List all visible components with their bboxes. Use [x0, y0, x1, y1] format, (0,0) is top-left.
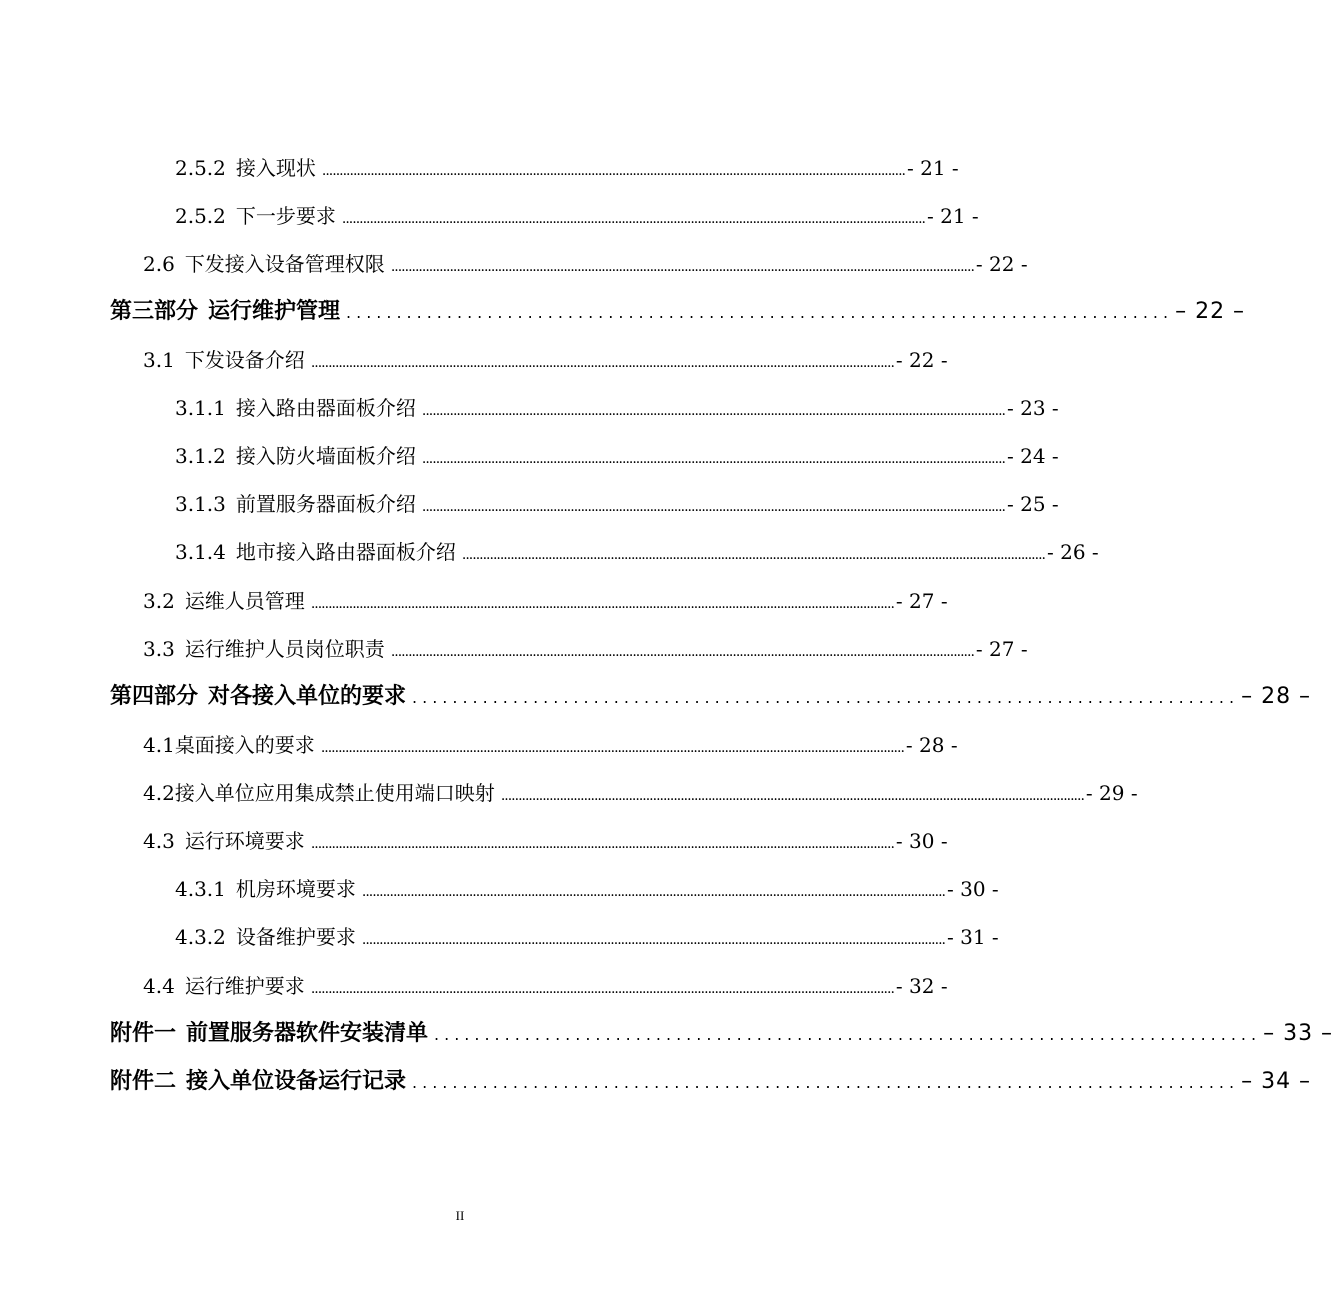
toc-entry-number: 2.6 — [143, 252, 175, 276]
toc-entry-number: 4.3 — [143, 829, 175, 853]
toc-entry[interactable] — [175, 442, 1059, 470]
toc-entry-number: 4.3.2 — [175, 925, 226, 949]
toc-entry-page: - 21 - — [926, 204, 979, 228]
toc-entry[interactable] — [175, 923, 999, 951]
toc-entry-page: - 31 - — [946, 925, 999, 949]
toc-entry-page: - 30 - — [946, 877, 999, 901]
toc-entry-page: - 28 - — [905, 733, 958, 757]
toc-entry-title: 接入单位应用集成禁止使用端口映射 — [174, 781, 495, 805]
toc-entry[interactable] — [175, 202, 979, 230]
toc-entry[interactable] — [175, 154, 959, 182]
toc-entry-page: – 33 – — [1263, 1021, 1333, 1046]
page-number: II — [455, 1208, 465, 1223]
toc-leader-dots: ......................................................................................................................................................................... — [361, 932, 945, 948]
toc-entry[interactable] — [175, 394, 1059, 422]
toc-entry[interactable] — [175, 490, 1059, 518]
toc-entry-page: - 22 - — [975, 252, 1028, 276]
toc-entry-page: - 24 - — [1006, 444, 1059, 468]
toc-entry-page: – 34 – — [1241, 1069, 1312, 1094]
toc-entry-number: 2.5.2 — [175, 204, 226, 228]
toc-leader-dots: ......................................................................................................................................................................... — [421, 499, 1005, 515]
toc-entry[interactable] — [143, 587, 948, 615]
toc-leader-dots: ......................................................................................................................................................................... — [421, 451, 1005, 467]
toc-entry-title: 对各接入单位的要求 — [208, 684, 407, 709]
toc-entry-title: 运行维护人员岗位职责 — [184, 637, 385, 661]
toc-entry-number: 附件二 — [110, 1069, 177, 1094]
toc-entry-title: 下发设备介绍 — [184, 348, 305, 372]
toc-entry-page: – 28 – — [1241, 684, 1312, 709]
toc-entry-number: 3.1.4 — [175, 540, 226, 564]
toc-entry[interactable] — [143, 731, 958, 759]
toc-leader-dots: ......................................................................................................................................................................... — [310, 596, 894, 612]
toc-leader-dots: ......................................................................................................................................................................... — [361, 884, 945, 900]
toc-appendix-heading[interactable] — [110, 1066, 1312, 1098]
toc-leader-dots: ......................................................................................................................................................................... — [320, 740, 904, 756]
toc-entry-title: 接入防火墙面板介绍 — [235, 444, 416, 468]
toc-leader-dots: .................................................................................. — [346, 303, 1174, 322]
toc-entry-number: 第四部分 — [110, 684, 199, 709]
toc-entry-number: 3.1.3 — [175, 492, 226, 516]
toc-leader-dots: .................................................................................. — [434, 1025, 1262, 1044]
toc-leader-dots: ......................................................................................................................................................................... — [310, 355, 894, 371]
toc-entry[interactable] — [143, 972, 948, 1000]
toc-entry-title: 运维人员管理 — [184, 589, 305, 613]
toc-entry-number: 4.1 — [143, 733, 175, 757]
toc-entry-page: - 30 - — [895, 829, 948, 853]
toc-entry-page: - 27 - — [975, 637, 1028, 661]
toc-leader-dots: ......................................................................................................................................................................... — [341, 211, 925, 227]
toc-appendix-heading[interactable] — [110, 1018, 1333, 1050]
toc-entry-page: - 23 - — [1006, 396, 1059, 420]
toc-leader-dots: ......................................................................................................................................................................... — [421, 403, 1005, 419]
toc-entry-title: 下发接入设备管理权限 — [184, 252, 385, 276]
toc-entry[interactable] — [143, 346, 948, 374]
toc-leader-dots: ......................................................................................................................................................................... — [310, 836, 894, 852]
toc-entry-page: - 21 - — [906, 156, 959, 180]
toc-leader-dots: .................................................................................. — [412, 1073, 1240, 1092]
toc-entry-number: 2.5.2 — [175, 156, 226, 180]
toc-leader-dots: .................................................................................. — [412, 688, 1240, 707]
toc-entry-title: 运行维护管理 — [208, 299, 341, 324]
toc-entry-title: 接入路由器面板介绍 — [235, 396, 416, 420]
toc-entry[interactable] — [143, 635, 1028, 663]
toc-entry-number: 3.1.2 — [175, 444, 226, 468]
toc-leader-dots: ......................................................................................................................................................................... — [461, 547, 1045, 563]
toc-entry-title: 运行环境要求 — [184, 829, 305, 853]
toc-entry-page: - 32 - — [895, 974, 948, 998]
toc-entry-title: 设备维护要求 — [235, 925, 356, 949]
toc-entry-title: 前置服务器软件安装清单 — [186, 1021, 429, 1046]
toc-entry[interactable] — [175, 875, 999, 903]
toc-entry-page: - 22 - — [895, 348, 948, 372]
toc-entry-title: 下一步要求 — [235, 204, 336, 228]
toc-entry-title: 接入现状 — [235, 156, 316, 180]
toc-entry[interactable] — [175, 538, 1099, 566]
toc-entry-page: – 22 – — [1175, 299, 1246, 324]
toc-entry-title: 机房环境要求 — [235, 877, 356, 901]
toc-entry-number: 附件一 — [110, 1021, 177, 1046]
toc-entry[interactable] — [143, 827, 948, 855]
toc-entry-page: - 29 - — [1085, 781, 1138, 805]
toc-leader-dots: ......................................................................................................................................................................... — [321, 163, 905, 179]
toc-entry-number: 3.3 — [143, 637, 175, 661]
toc-leader-dots: ......................................................................................................................................................................... — [390, 644, 974, 660]
toc-entry-number: 4.2 — [143, 781, 175, 805]
toc-entry-title: 桌面接入的要求 — [174, 733, 315, 757]
toc-entry[interactable] — [143, 250, 1028, 278]
toc-leader-dots: ......................................................................................................................................................................... — [310, 981, 894, 997]
toc-leader-dots: ......................................................................................................................................................................... — [500, 788, 1084, 804]
toc-part-heading[interactable] — [110, 296, 1246, 328]
toc-part-heading[interactable] — [110, 681, 1312, 713]
toc-entry-page: - 27 - — [895, 589, 948, 613]
toc-entry-number: 4.4 — [143, 974, 175, 998]
toc-entry-title: 接入单位设备运行记录 — [186, 1069, 407, 1094]
toc-entry-number: 3.1.1 — [175, 396, 226, 420]
toc-entry[interactable] — [143, 779, 1138, 807]
toc-entry-number: 4.3.1 — [175, 877, 226, 901]
toc-entry-title: 地市接入路由器面板介绍 — [235, 540, 456, 564]
toc-entry-number: 3.2 — [143, 589, 175, 613]
toc-entry-page: - 25 - — [1006, 492, 1059, 516]
toc-entry-number: 3.1 — [143, 348, 175, 372]
toc-entry-title: 前置服务器面板介绍 — [235, 492, 416, 516]
toc-entry-page: - 26 - — [1046, 540, 1099, 564]
toc-entry-number: 第三部分 — [110, 299, 199, 324]
toc-entry-title: 运行维护要求 — [184, 974, 305, 998]
toc-leader-dots: ......................................................................................................................................................................... — [390, 259, 974, 275]
